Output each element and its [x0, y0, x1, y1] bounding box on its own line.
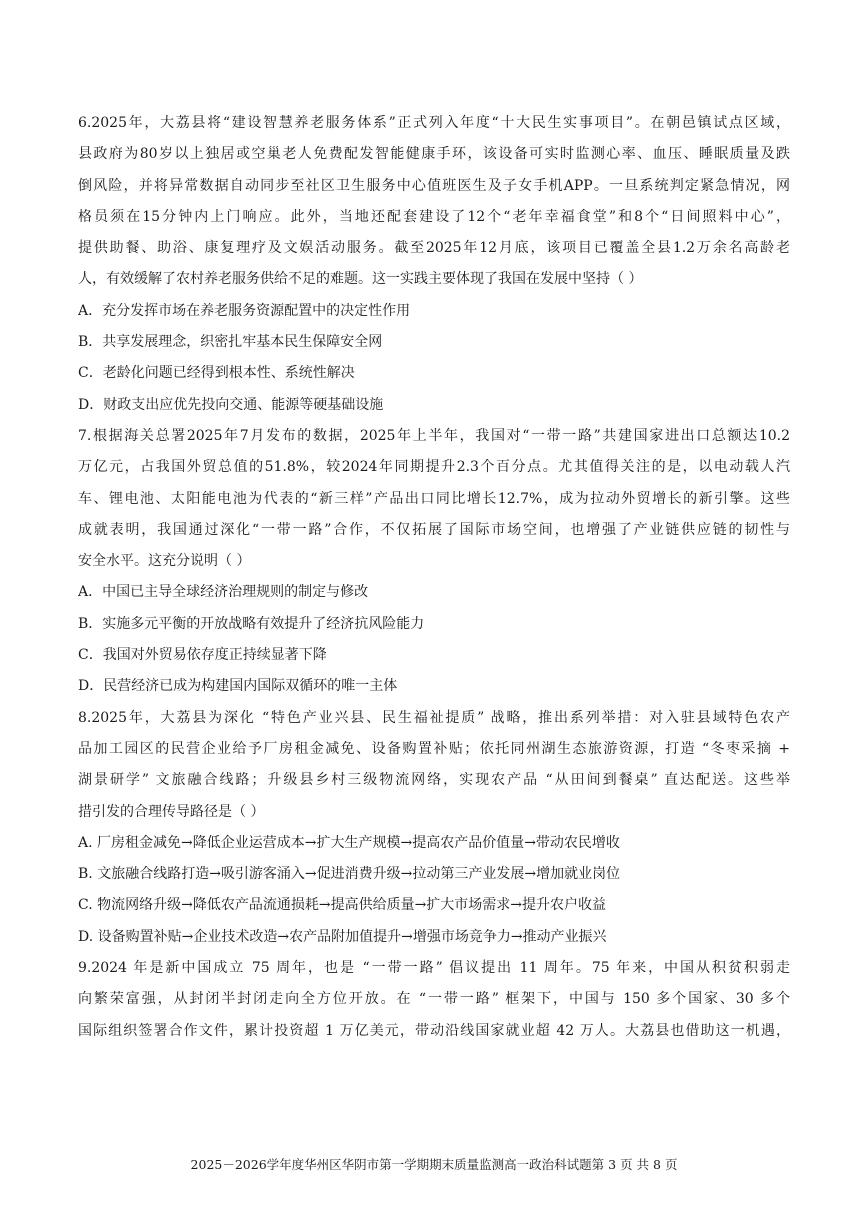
- text-line: 向繁荣富强，从封闭半封闭走向全方位开放。在 “一带一路” 框架下，中国与 150 多个国家、30 多个: [78, 991, 790, 1008]
- text-line: D．民营经济已成为构建国内国际双循环的唯一主体: [78, 678, 398, 695]
- paragraph-q8b: [78, 859, 790, 890]
- text-line: C．我国对外贸易依存度正持续显著下降: [78, 647, 327, 664]
- paragraph-q9: [78, 953, 790, 1047]
- page-footer: 2025－2026学年度华州区华阴市第一学期期末质量监测高一政治科试题第 3 页 共 8 页: [190, 1157, 678, 1172]
- text-line: B．实施多元平衡的开放战略有效提升了经济抗风险能力: [78, 615, 425, 632]
- text-line: 车、锂电池、太阳能电池为代表的“新三样”产品出口同比增长12.7%，成为拉动外贸增长的新引擎。这些: [78, 490, 790, 507]
- paragraph-q6d: [78, 390, 790, 421]
- paragraph-q6: [78, 108, 790, 296]
- text-line: 7.根据海关总署2025年7月发布的数据，2025年上半年，我国对“一带一路”共建国家进出口总额达10.2: [78, 427, 790, 444]
- paragraph-q8d: [78, 922, 790, 953]
- text-line: A．中国已主导全球经济治理规则的制定与修改: [78, 584, 369, 601]
- paragraph-q7d: [78, 671, 790, 702]
- paragraph-q6b: [78, 327, 790, 358]
- text-line: 8.2025年，大荔县为深化 “特色产业兴县、民生福祉提质” 战略，推出系列举措：对入驻县域特色农产: [78, 709, 790, 726]
- paragraph-q8a: [78, 828, 790, 859]
- question-content: [78, 108, 790, 1047]
- text-line: 县政府为80岁以上独居或空巢老人免费配发智能健康手环，该设备可实时监测心率、血压、睡眠质量及跌: [78, 146, 790, 163]
- paragraph-q7: [78, 421, 790, 577]
- text-line: 湖景研学” 文旅融合线路；升级县乡村三级物流网络，实现农产品 “从田间到餐桌” 直达配送。这些举: [78, 772, 790, 789]
- paragraph-q7b: [78, 609, 790, 640]
- text-line: 措引发的合理传导路径是（ ）: [78, 803, 265, 820]
- paragraph-q7c: [78, 640, 790, 671]
- text-line: 安全水平。这充分说明（ ）: [78, 553, 251, 570]
- text-line: 万亿元，占我国外贸总值的51.8%，较2024年同期提升2.3个百分点。尤其值得关注的是，以电动载人汽: [78, 459, 790, 476]
- text-line: D. 设备购置补贴→企业技术改造→农产品附加值提升→增强市场竞争力→推动产业振兴: [78, 928, 607, 945]
- text-line: 倒风险，并将异常数据自动同步至社区卫生服务中心值班医生及子女手机APP。一旦系统判定紧急情况，网: [78, 177, 790, 194]
- paragraph-q6c: [78, 358, 790, 389]
- text-line: 国际组织签署合作文件，累计投资超 1 万亿美元，带动沿线国家就业超 42 万人。大荔县也借助这一机遇，: [78, 1022, 790, 1039]
- text-line: 9.2024 年是新中国成立 75 周年，也是 “一带一路” 倡议提出 11 周年。75 年来，中国从积贫积弱走: [78, 960, 790, 977]
- text-line: A. 厂房租金减免→降低企业运营成本→扩大生产规模→提高农产品价值量→带动农民增收: [78, 834, 620, 851]
- text-line: C．老龄化问题已经得到根本性、系统性解决: [78, 365, 355, 382]
- text-line: B. 文旅融合线路打造→吸引游客涌入→促进消费升级→拉动第三产业发展→增加就业岗位: [78, 866, 621, 883]
- paragraph-q7a: [78, 577, 790, 608]
- text-line: D．财政支出应优先投向交通、能源等硬基础设施: [78, 396, 384, 413]
- paragraph-q8c: [78, 890, 790, 921]
- text-line: 成就表明，我国通过深化“一带一路”合作，不仅拓展了国际市场空间，也增强了产业链供应链的韧性与: [78, 521, 790, 538]
- text-line: A．充分发挥市场在养老服务资源配置中的决定性作用: [78, 302, 411, 319]
- paragraph-q8: [78, 703, 790, 828]
- text-line: 品加工园区的民营企业给予厂房租金减免、设备购置补贴；依托同州湖生态旅游资源，打造 “冬枣采摘 +: [78, 740, 790, 757]
- text-line: 6.2025年，大荔县将“建设智慧养老服务体系”正式列入年度“十大民生实事项目”。在朝邑镇试点区域，: [78, 115, 790, 131]
- text-line: 人，有效缓解了农村养老服务供给不足的难题。这一实践主要体现了我国在发展中坚持（ ）: [78, 271, 643, 288]
- text-line: 格员须在15分钟内上门响应。此外，当地还配套建设了12个“老年幸福食堂”和8个“日间照料中心”，: [78, 208, 790, 225]
- text-line: C. 物流网络升级→降低农产品流通损耗→提高供给质量→扩大市场需求→提升农户收益: [78, 897, 607, 914]
- paragraph-q6a: [78, 296, 790, 327]
- text-line: 提供助餐、助浴、康复理疗及文娱活动服务。截至2025年12月底，该项目已覆盖全县1.2万余名高龄老: [78, 240, 790, 257]
- text-line: B．共享发展理念，织密扎牢基本民生保障安全网: [78, 334, 383, 351]
